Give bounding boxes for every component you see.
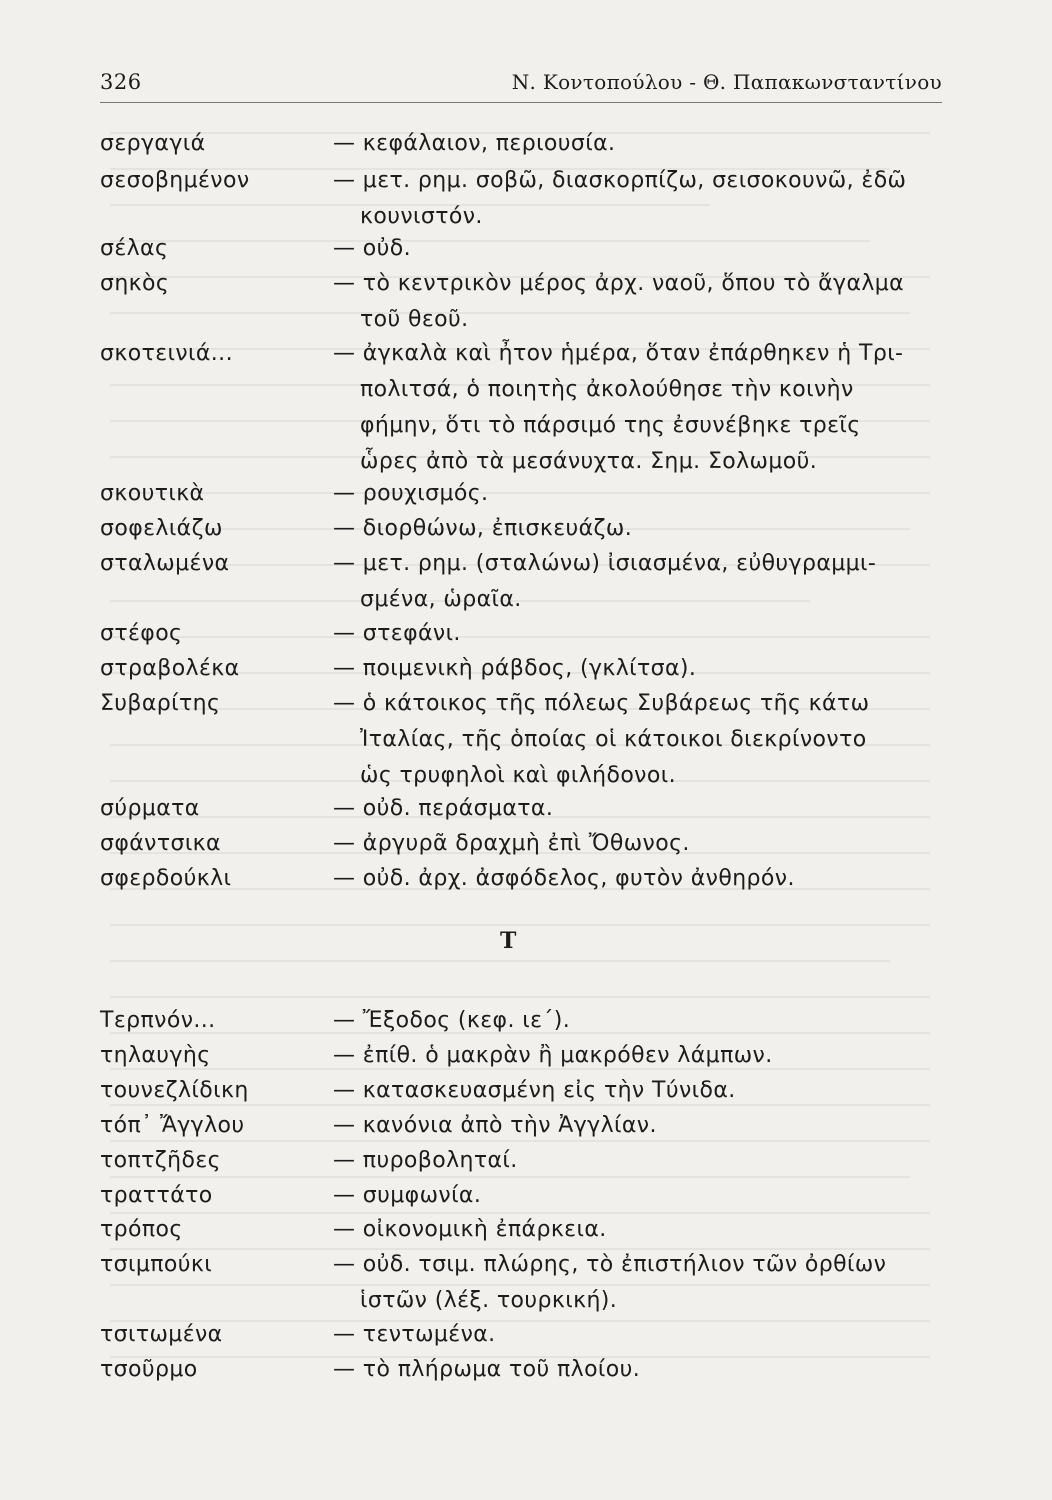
definition	[333, 126, 945, 162]
definition	[333, 1247, 945, 1319]
headword: σκουτικὰ	[100, 481, 205, 506]
definition-line: — συμφωνία.	[333, 1183, 482, 1208]
definition-line: πολιτσά, ὁ ποιητὴς ἀκολούθησε τὴν κοινὴν	[360, 377, 854, 402]
definition	[333, 1073, 945, 1109]
definition-line: — τὸ κεντρικὸν μέρος ἀρχ. ναοῦ, ὅπου τὸ ἄγαλμα	[333, 271, 905, 296]
definition-line: ὧρες ἀπὸ τὰ μεσάνυχτα. Σημ. Σολωμοῦ.	[360, 449, 818, 474]
definition	[333, 791, 945, 827]
definition-line: — Ἔξοδος (κεφ. ιε΄).	[333, 1008, 571, 1033]
definition-line: — ρουχισμός.	[333, 481, 489, 506]
definition	[333, 546, 945, 618]
definition-line: — ἀγκαλὰ καὶ ἦτον ἡμέρα, ὅταν ἐπάρθηκεν ἡ Τρι-	[333, 341, 904, 366]
definition	[333, 163, 945, 235]
headword: σφάντσικα	[100, 831, 221, 856]
definition-line: ὡς τρυφηλοὶ καὶ φιλήδονοι.	[360, 763, 676, 788]
definition	[333, 1212, 945, 1248]
headword: τσοῦρμο	[100, 1357, 198, 1382]
definition-line: κουνιστόν.	[360, 204, 483, 229]
headword: σεργαγιά	[100, 131, 206, 156]
definition-line: — διορθώνω, ἐπισκευάζω.	[333, 516, 633, 541]
definition	[333, 266, 945, 338]
definition-line: φήμην, ὅτι τὸ πάρσιμό της ἐσυνέβηκε τρεῖς	[360, 413, 861, 438]
definition-line: — ἀργυρᾶ δραχμὴ ἐπὶ Ὄθωνος.	[333, 831, 690, 856]
definition	[333, 476, 945, 512]
headword: Τερπνόν...	[100, 1008, 216, 1033]
headword: σέλας	[100, 236, 169, 261]
definition	[333, 616, 945, 652]
headword: σφερδούκλι	[100, 866, 232, 891]
definition-line: — τὸ πλήρωμα τοῦ πλοίου.	[333, 1357, 641, 1382]
headword: Συβαρίτης	[100, 691, 221, 716]
definition	[333, 1003, 945, 1039]
definition-line: — κατασκευασμένη εἰς τὴν Τύνιδα.	[333, 1078, 736, 1103]
definition	[333, 511, 945, 547]
headword: στραβολέκα	[100, 656, 240, 681]
definition-line: ἱστῶν (λέξ. τουρκική).	[360, 1288, 618, 1313]
definition-line: — ὁ κάτοικος τῆς πόλεως Συβάρεως τῆς κάτω	[333, 691, 870, 716]
definition-line: — στεφάνι.	[333, 621, 461, 646]
definition-line: — οὐδ.	[333, 236, 412, 261]
headword: τρόπος	[100, 1217, 183, 1242]
definition-line: — οὐδ. ἀρχ. ἀσφόδελος, φυτὸν ἀνθηρόν.	[333, 866, 795, 891]
definition-line: — μετ. ρημ. (σταλώνω) ἰσιασμένα, εὐθυγραμμι-	[333, 551, 877, 576]
headword: τσιμπούκι	[100, 1252, 213, 1277]
definition	[333, 1178, 945, 1214]
definition-line: — ποιμενικὴ ράβδος, (γκλίτσα).	[333, 656, 697, 681]
headword: τόπ᾿ Ἄγγλου	[100, 1113, 245, 1138]
definition-line: τοῦ θεοῦ.	[360, 307, 469, 332]
definition	[333, 861, 945, 897]
definition-line: — κανόνια ἀπὸ τὴν Ἀγγλίαν.	[333, 1113, 657, 1138]
definition-line: — τεντωμένα.	[333, 1322, 496, 1347]
headword: σεσοβημένον	[100, 168, 250, 193]
headword: τοπτζῆδες	[100, 1148, 221, 1173]
definition-line: — κεφάλαιον, περιουσία.	[333, 131, 616, 156]
headword: τραττάτο	[100, 1183, 213, 1208]
definition	[333, 1143, 945, 1179]
definition-line: — οἰκονομικὴ ἐπάρκεια.	[333, 1217, 607, 1242]
headword: τσιτωμένα	[100, 1322, 223, 1347]
definition	[333, 1038, 945, 1074]
definition-line: — οὐδ. περάσματα.	[333, 796, 554, 821]
headword: σύρματα	[100, 796, 200, 821]
definition	[333, 231, 945, 267]
definition	[333, 686, 945, 794]
headword: σκοτεινιά...	[100, 341, 233, 366]
definition-line: — μετ. ρημ. σοβῶ, διασκορπίζω, σεισοκουνῶ, ἐδῶ	[333, 168, 907, 193]
headword: σταλωμένα	[100, 551, 230, 576]
definition-line: σμένα, ὡραῖα.	[360, 587, 522, 612]
page-number: 326	[100, 70, 142, 94]
definition-line: — οὐδ. τσιμ. πλώρης, τὸ ἐπιστήλιον τῶν ὀρθίων	[333, 1252, 887, 1277]
headword: τηλαυγὴς	[100, 1043, 211, 1068]
definition-line: — ἐπίθ. ὁ μακρὰν ἢ μακρόθεν λάμπων.	[333, 1043, 773, 1068]
section-letter: Τ	[500, 928, 517, 954]
definition	[333, 336, 945, 480]
definition	[333, 1317, 945, 1353]
definition	[333, 1352, 945, 1388]
definition	[333, 1108, 945, 1144]
headword: σηκὸς	[100, 271, 170, 296]
headword: σοφελιάζω	[100, 516, 223, 541]
headword: στέφος	[100, 621, 183, 646]
running-head: Ν. Κοντοπούλου - Θ. Παπακωνσταντίνου	[511, 70, 942, 94]
definition-line: — πυροβοληταί.	[333, 1148, 518, 1173]
definition	[333, 651, 945, 687]
headword: τουνεζλίδικη	[100, 1078, 249, 1103]
definition-line: Ἰταλίας, τῆς ὁποίας οἱ κάτοικοι διεκρίνοντο	[360, 727, 867, 752]
definition	[333, 826, 945, 862]
